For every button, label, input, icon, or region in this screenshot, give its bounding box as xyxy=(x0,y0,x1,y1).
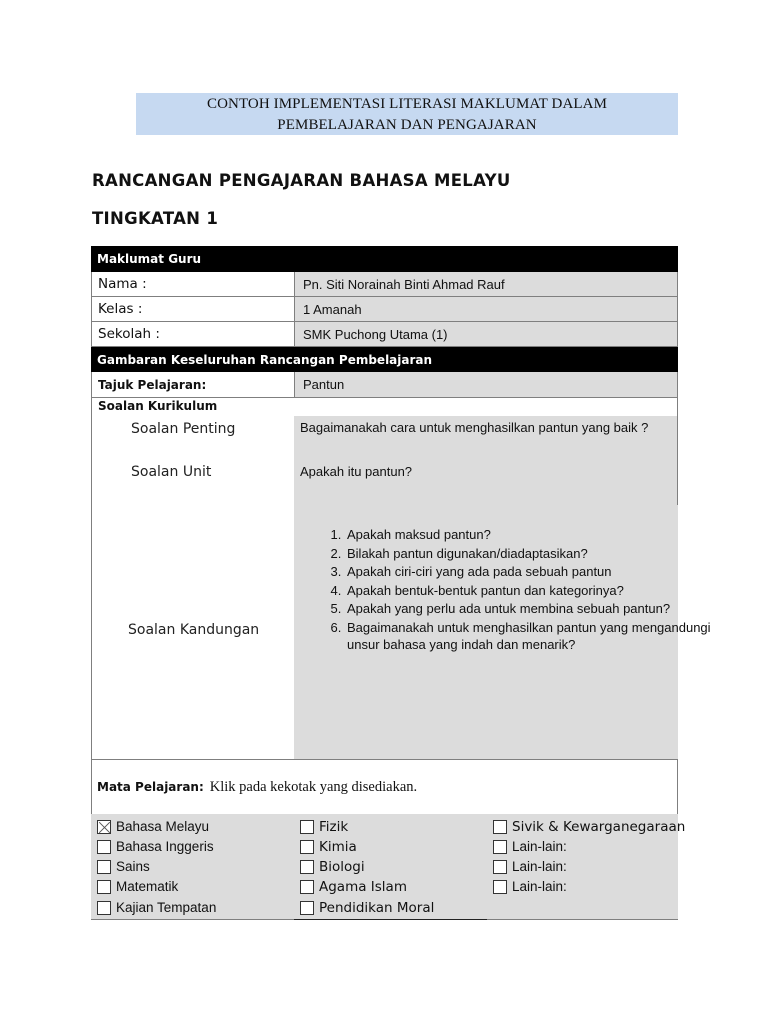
checkbox-label: Matematik xyxy=(116,879,179,894)
table-border xyxy=(91,759,678,760)
checkbox-pendidikan-moral[interactable] xyxy=(300,900,434,916)
section-header-gambaran: Gambaran Keseluruhan Rancangan Pembelajaran xyxy=(91,347,678,372)
mata-pelajaran-row xyxy=(97,779,417,796)
checkbox-label: Kimia xyxy=(319,839,357,855)
checkbox-icon[interactable] xyxy=(97,880,111,894)
soalan-unit-label: Soalan Unit xyxy=(131,464,212,480)
soalan-kurikulum-label: Soalan Kurikulum xyxy=(91,398,294,416)
checkbox-icon[interactable] xyxy=(493,840,507,854)
checkbox-label: Biologi xyxy=(319,859,365,875)
kelas-label: Kelas : xyxy=(91,297,294,322)
section-header-maklumat-guru: Maklumat Guru xyxy=(91,246,678,272)
checkbox-label: Bahasa Inggeris xyxy=(116,839,214,854)
tajuk-pelajaran-label: Tajuk Pelajaran: xyxy=(91,372,294,398)
list-item: 3. Apakah ciri-ciri yang ada pada sebuah pantun xyxy=(345,564,715,581)
checkbox-label: Sains xyxy=(116,859,150,874)
checkbox-icon[interactable] xyxy=(300,860,314,874)
table-border xyxy=(487,919,678,920)
table-row xyxy=(91,322,678,347)
nama-field[interactable]: Pn. Siti Norainah Binti Ahmad Rauf xyxy=(294,272,678,297)
checkbox-icon[interactable] xyxy=(300,820,314,834)
checkbox-label: Lain-lain: xyxy=(512,859,567,874)
checkbox-label: Agama Islam xyxy=(319,879,407,895)
checkbox-biologi[interactable] xyxy=(300,859,365,875)
checkbox-icon[interactable] xyxy=(97,840,111,854)
checkbox-label: Bahasa Melayu xyxy=(116,819,210,834)
soalan-kandungan-list[interactable] xyxy=(300,527,715,655)
soalan-penting-label: Soalan Penting xyxy=(131,421,236,437)
checkbox-matematik[interactable] xyxy=(97,879,178,894)
document-banner xyxy=(136,93,678,135)
checkbox-icon[interactable] xyxy=(300,880,314,894)
table-border xyxy=(91,919,294,920)
table-border xyxy=(294,919,487,920)
table-border xyxy=(91,398,92,759)
checkbox-label: Fizik xyxy=(319,819,349,835)
checkbox-icon[interactable] xyxy=(493,820,507,834)
list-item: 5. Apakah yang perlu ada untuk membina sebuah pantun? xyxy=(345,601,715,618)
table-row xyxy=(91,372,678,398)
list-item: 2. Bilakah pantun digunakan/diadaptasikan? xyxy=(345,546,715,563)
checkbox-label: Lain-lain: xyxy=(512,839,567,854)
banner-line-2: PEMBELAJARAN DAN PENGAJARAN xyxy=(277,117,537,133)
table-row xyxy=(91,297,678,322)
mata-pelajaran-label: Mata Pelajaran: xyxy=(97,780,204,794)
checkbox-label: Lain-lain: xyxy=(512,879,567,894)
checkbox-bahasa-inggeris[interactable] xyxy=(97,839,214,854)
checkbox-bahasa-melayu[interactable] xyxy=(97,819,209,834)
checkbox-checked-icon[interactable] xyxy=(97,820,111,834)
nama-label: Nama : xyxy=(91,272,294,297)
table-border xyxy=(677,398,678,505)
checkbox-lain-lain-2[interactable] xyxy=(493,859,567,874)
checkbox-fizik[interactable] xyxy=(300,819,348,835)
list-item: 1. Apakah maksud pantun? xyxy=(345,527,715,544)
checkbox-label: Kajian Tempatan xyxy=(116,900,217,915)
table-row xyxy=(91,272,678,297)
checkbox-lain-lain-3[interactable] xyxy=(493,879,567,894)
checkbox-kimia[interactable] xyxy=(300,839,357,855)
mata-pelajaran-hint: Klik pada kekotak yang disediakan. xyxy=(209,779,418,795)
sekolah-field[interactable]: SMK Puchong Utama (1) xyxy=(294,322,678,347)
checkbox-kajian-tempatan[interactable] xyxy=(97,900,216,915)
checkbox-icon[interactable] xyxy=(300,901,314,915)
checkbox-sains[interactable] xyxy=(97,859,150,874)
checkbox-label: Sivik & Kewarganegaraan xyxy=(512,819,686,835)
list-item: 6. Bagaimanakah untuk menghasilkan pantun yang mengandungi unsur bahasa yang indah dan menarik? xyxy=(345,620,715,653)
checkbox-icon[interactable] xyxy=(493,860,507,874)
checkbox-agama-islam[interactable] xyxy=(300,879,407,895)
document-title: RANCANGAN PENGAJARAN BAHASA MELAYU xyxy=(92,171,511,190)
checkbox-icon[interactable] xyxy=(97,860,111,874)
soalan-penting-field[interactable]: Bagaimanakah cara untuk menghasilkan pantun yang baik ? xyxy=(300,420,649,435)
checkbox-icon[interactable] xyxy=(493,880,507,894)
checkbox-lain-lain-1[interactable] xyxy=(493,839,567,854)
banner-line-1: CONTOH IMPLEMENTASI LITERASI MAKLUMAT DALAM xyxy=(206,96,608,112)
checkbox-icon[interactable] xyxy=(300,840,314,854)
kelas-field[interactable]: 1 Amanah xyxy=(294,297,678,322)
tajuk-pelajaran-field[interactable]: Pantun xyxy=(294,372,678,398)
checkbox-icon[interactable] xyxy=(97,901,111,915)
sekolah-label: Sekolah : xyxy=(91,322,294,347)
soalan-kandungan-label: Soalan Kandungan xyxy=(128,622,260,638)
list-item: 4. Apakah bentuk-bentuk pantun dan kategorinya? xyxy=(345,583,715,600)
soalan-unit-field[interactable]: Apakah itu pantun? xyxy=(300,464,413,479)
document-subtitle: TINGKATAN 1 xyxy=(92,209,219,228)
checkbox-sivik-kewarganegaraan[interactable] xyxy=(493,819,685,835)
checkbox-label: Pendidikan Moral xyxy=(319,900,435,916)
